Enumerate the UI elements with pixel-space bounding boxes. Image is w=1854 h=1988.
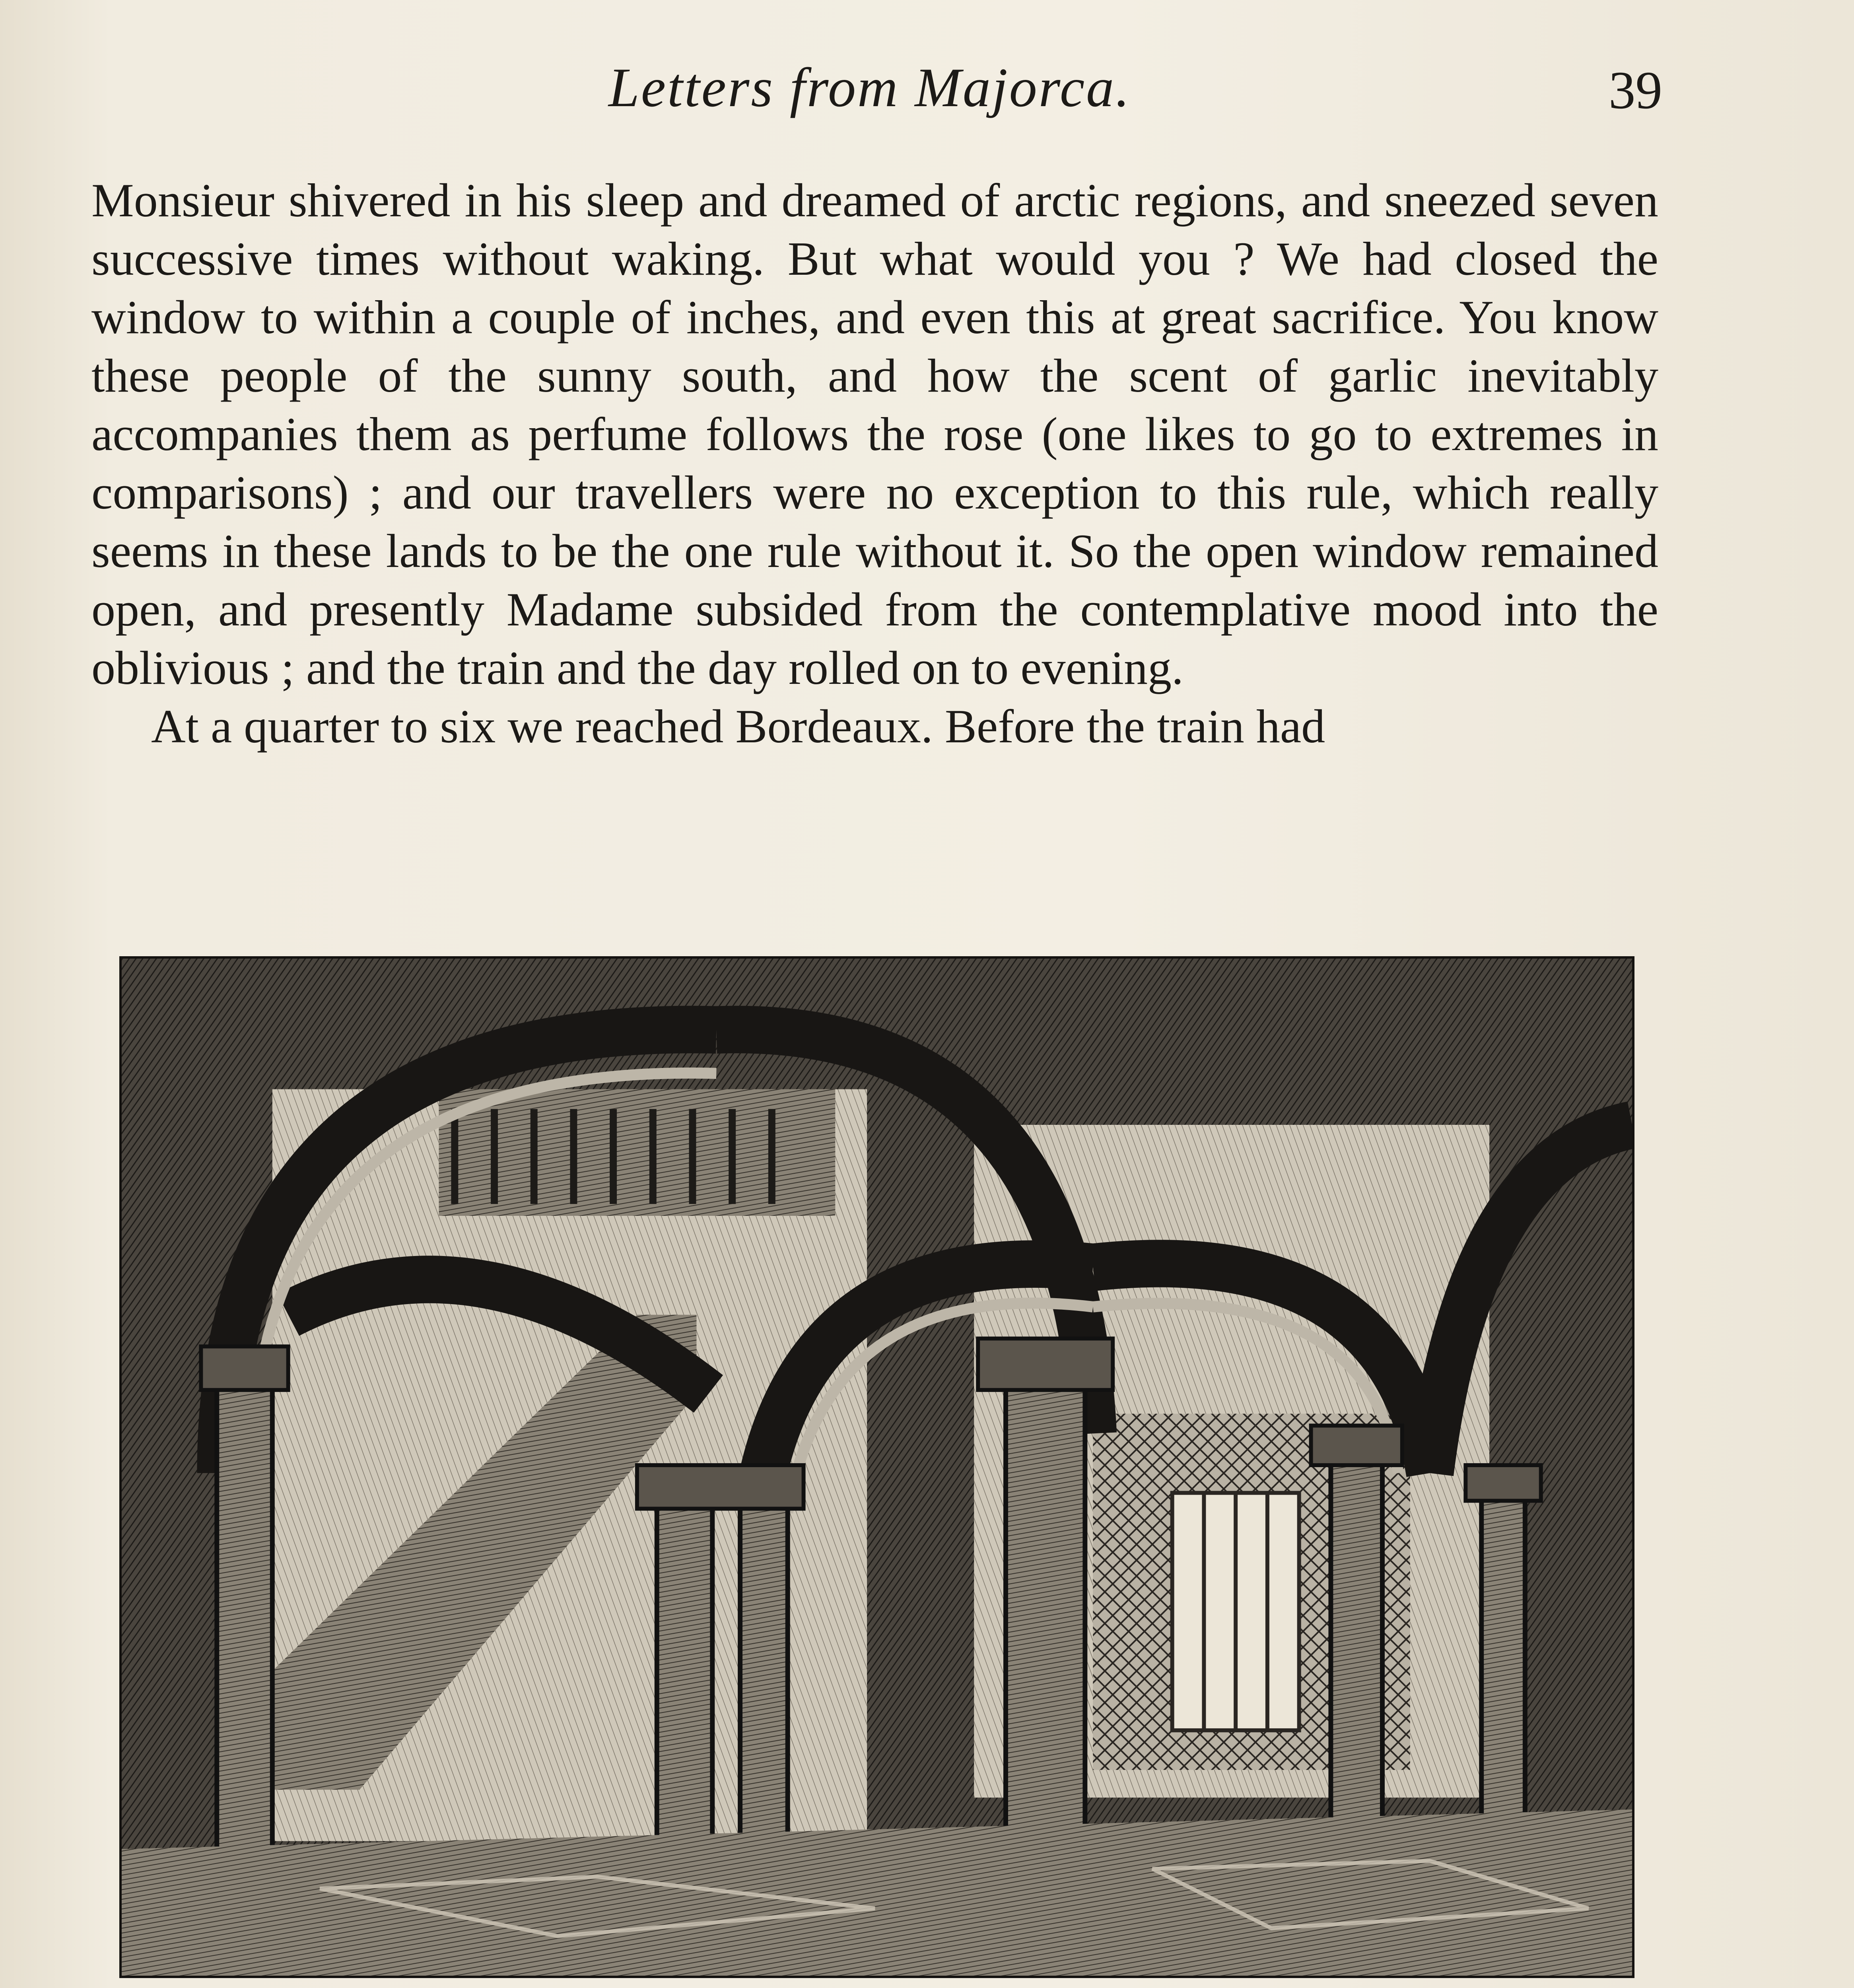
- paragraph-continued-top: Monsieur shivered in his sleep and dreamed of arctic regions, and sneezed seven successive times without waking. But what would you ? We had closed the window to within a couple of inches, and even this at great sacrifice. You know these people of the sunny south, and how the scent of garlic inevitably accompanies them as perfume follows the rose (one likes to go to extremes in comparisons) ; and our travellers were no exception to this rule, which really seems in these lands to be the one rule without it. So the open window remained open, and presently Madame subsided from the contemplative mood into the oblivious ; and the train and the day rolled on to evening.: [91, 174, 1658, 694]
- running-title: Letters from Majorca.: [608, 57, 1131, 118]
- page-number: 39: [1609, 61, 1662, 120]
- engraving-illustration: [119, 956, 1634, 1978]
- paragraph-bordeaux: At a quarter to six we reached Bordeaux. Before the train had: [151, 700, 1325, 753]
- courtyard-engraving: [122, 959, 1632, 1976]
- text-block-top: [91, 171, 1658, 755]
- running-head: [91, 56, 1662, 135]
